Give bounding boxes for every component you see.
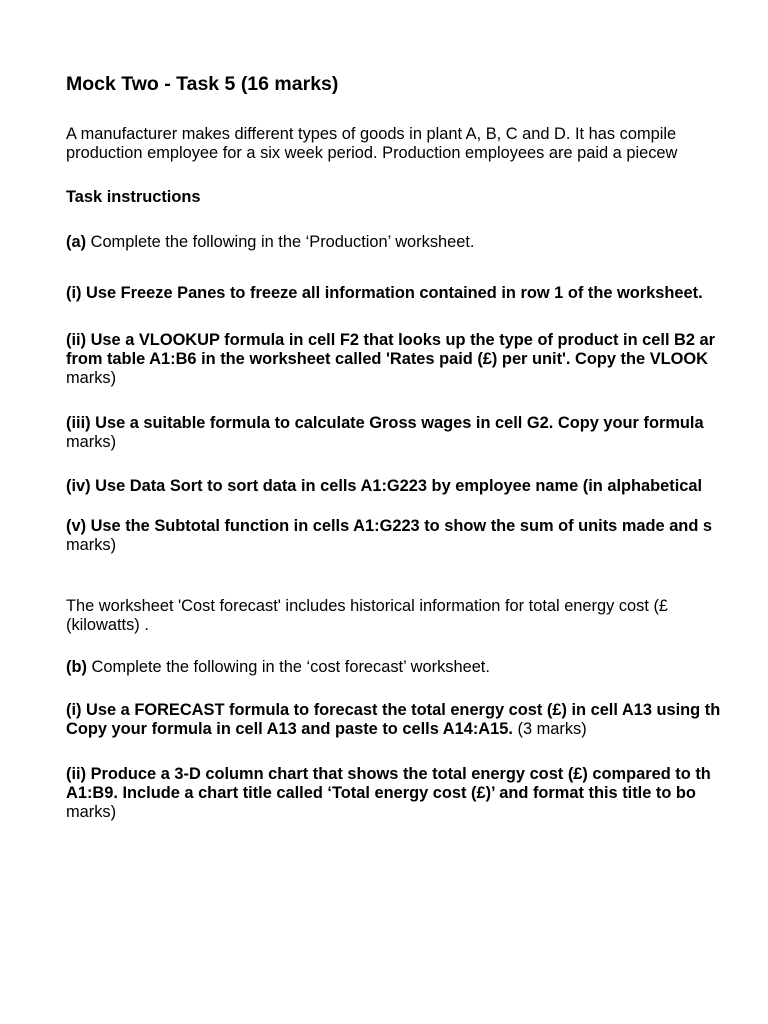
part-b-item-i-line-2: Copy your formula in cell A13 and paste to cells A14:A15. (3 marks)	[66, 720, 587, 738]
part-a-item-iii-line-2: marks)	[66, 433, 117, 451]
cost-intro-line-1: The worksheet 'Cost forecast' includes historical information for total energy cost (£	[66, 597, 669, 615]
part-b-heading	[66, 658, 490, 677]
part-b-text: Complete the following in the ‘cost forecast’ worksheet.	[86, 658, 490, 676]
part-a-item-v-line-2: marks)	[66, 536, 117, 554]
intro-line-1: A manufacturer makes different types of goods in plant A, B, C and D. It has compile	[66, 125, 677, 143]
part-b-item-ii-line-3: marks)	[66, 803, 117, 821]
part-b-label: (b)	[66, 658, 87, 676]
part-a-item-ii-line-1: (ii) Use a VLOOKUP formula in cell F2 that looks up the type of product in cell B2 ar	[66, 331, 716, 349]
part-a-item-v-line-1: (v) Use the Subtotal function in cells A1:G223 to show the sum of units made and s	[66, 517, 712, 535]
part-a-item-i-line-1: (i) Use Freeze Panes to freeze all information contained in row 1 of the worksheet.	[66, 284, 703, 302]
cost-intro-line-2: (kilowatts) .	[66, 616, 149, 634]
part-a-item-ii-line-3: marks)	[66, 369, 117, 387]
intro-line-2: production employee for a six week period. Production employees are paid a piecew	[66, 144, 678, 162]
part-a-text: Complete the following in the ‘Production’ worksheet.	[86, 233, 475, 251]
task-instructions-heading: Task instructions	[66, 188, 201, 206]
part-b-item-ii-line-2: A1:B9. Include a chart title called ‘Total energy cost (£)’ and format this title to bo	[66, 784, 696, 802]
part-a-heading	[66, 233, 474, 252]
part-a-item-ii-line-2: from table A1:B6 in the worksheet called 'Rates paid (£) per unit'. Copy the VLOOK	[66, 350, 708, 368]
part-a-item-iv-line-1: (iv) Use Data Sort to sort data in cells A1:G223 by employee name (in alphabetical	[66, 477, 703, 495]
part-a-item-iii-line-1: (iii) Use a suitable formula to calculate Gross wages in cell G2. Copy your formula	[66, 414, 704, 432]
part-b-item-ii-line-1: (ii) Produce a 3-D column chart that shows the total energy cost (£) compared to th	[66, 765, 711, 783]
part-a-label: (a)	[66, 233, 87, 251]
part-b-item-i-line-1: (i) Use a FORECAST formula to forecast the total energy cost (£) in cell A13 using th	[66, 701, 721, 719]
document-title: Mock Two - Task 5 (16 marks)	[66, 73, 339, 95]
